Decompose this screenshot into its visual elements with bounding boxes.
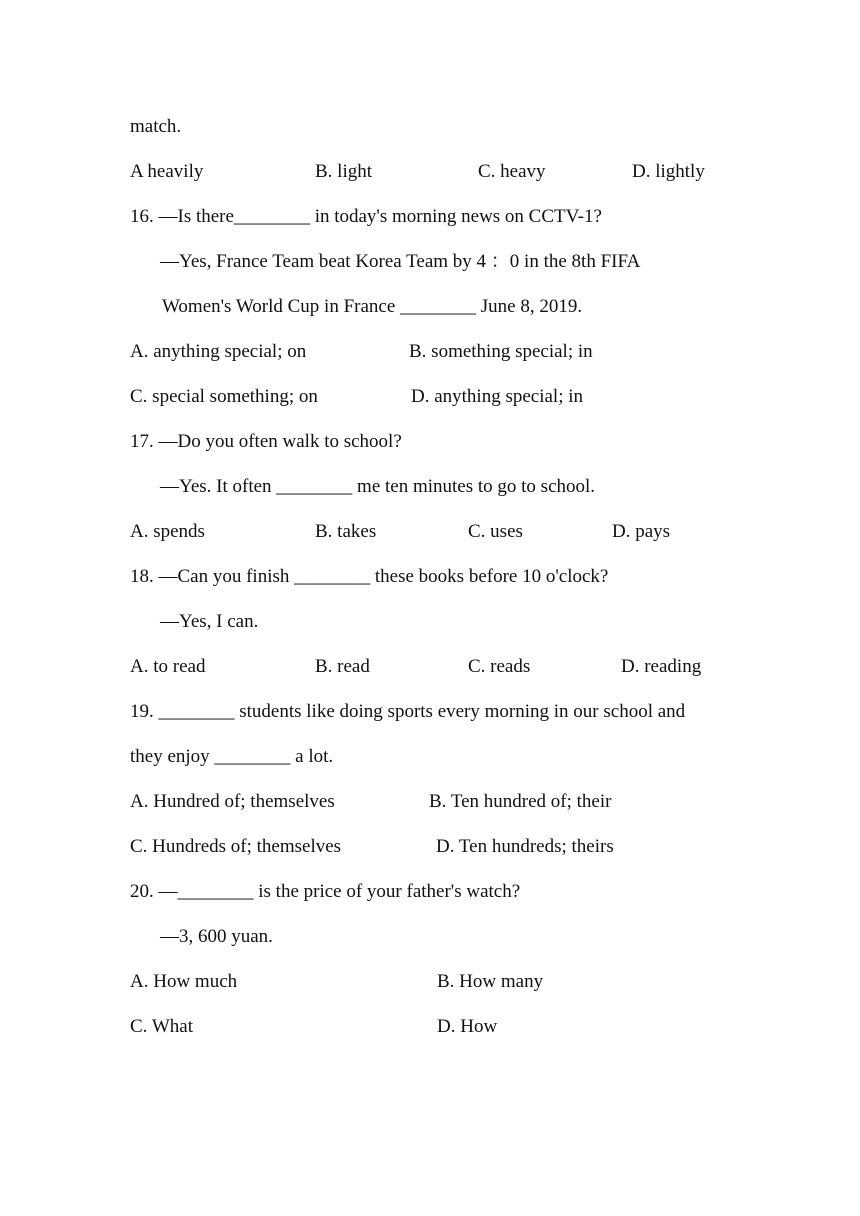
options-row — [0, 835, 860, 880]
option-d: D. pays — [612, 521, 671, 542]
question-19 — [0, 700, 860, 745]
question-text: they enjoy ________ a lot. — [130, 746, 334, 767]
answer-text: —Yes, France Team beat Korea Team by 4 ：0 in the 8th FIFA — [160, 251, 641, 272]
question-text: 19. ________ students like doing sports every morning in our school and — [130, 701, 686, 722]
options-row — [0, 385, 860, 430]
option-d: D. How — [437, 1016, 498, 1037]
question-18 — [0, 565, 860, 610]
question-text: 18. —Can you finish ________ these books before 10 o'clock? — [130, 566, 609, 587]
option-b: B. Ten hundred of; their — [429, 791, 612, 812]
option-a: A. Hundred of; themselves — [130, 791, 335, 812]
option-a: A. spends — [130, 521, 205, 542]
options-row — [0, 790, 860, 835]
option-d: D. Ten hundreds; theirs — [436, 836, 614, 857]
option-d: D. anything special; in — [411, 386, 584, 407]
option-c: C. reads — [468, 656, 531, 677]
option-a: A. anything special; on — [130, 341, 307, 362]
options-row — [0, 340, 860, 385]
answer-text: Women's World Cup in France ________ June 8, 2019. — [162, 296, 583, 317]
answer-text: —Yes. It often ________ me ten minutes to go to school. — [160, 476, 596, 497]
options-row — [0, 970, 860, 1015]
question-16 — [0, 205, 860, 250]
option-c: C. Hundreds of; themselves — [130, 836, 342, 857]
option-b: B. read — [315, 656, 370, 677]
option-d: D. reading — [621, 656, 702, 677]
answer-text: —3, 600 yuan. — [160, 926, 273, 947]
continued-sentence-end: match. — [130, 116, 182, 137]
question-17 — [0, 430, 860, 475]
option-c: C. What — [130, 1016, 193, 1037]
option-a: A heavily — [130, 161, 204, 182]
option-c: C. heavy — [478, 161, 546, 182]
options-row — [0, 160, 860, 205]
option-a: A. to read — [130, 656, 206, 677]
question-continuation — [0, 745, 860, 790]
answer-line — [0, 295, 860, 340]
question-20 — [0, 880, 860, 925]
answer-line — [0, 250, 860, 295]
question-text: 20. —________ is the price of your father's watch? — [130, 881, 521, 902]
option-b: B. light — [315, 161, 373, 182]
answer-line — [0, 475, 860, 520]
option-b: B. How many — [437, 971, 544, 992]
question-text: 16. —Is there________ in today's morning news on CCTV-1? — [130, 206, 602, 227]
options-row — [0, 520, 860, 565]
option-b: B. something special; in — [409, 341, 593, 362]
answer-line — [0, 925, 860, 970]
option-a: A. How much — [130, 971, 238, 992]
answer-line — [0, 610, 860, 655]
options-row — [0, 1015, 860, 1060]
options-row — [0, 655, 860, 700]
option-c: C. uses — [468, 521, 523, 542]
question-text: 17. —Do you often walk to school? — [130, 431, 402, 452]
text-line — [0, 115, 860, 160]
option-c: C. special something; on — [130, 386, 318, 407]
answer-text: —Yes, I can. — [160, 611, 259, 632]
option-b: B. takes — [315, 521, 377, 542]
option-d: D. lightly — [632, 161, 705, 182]
